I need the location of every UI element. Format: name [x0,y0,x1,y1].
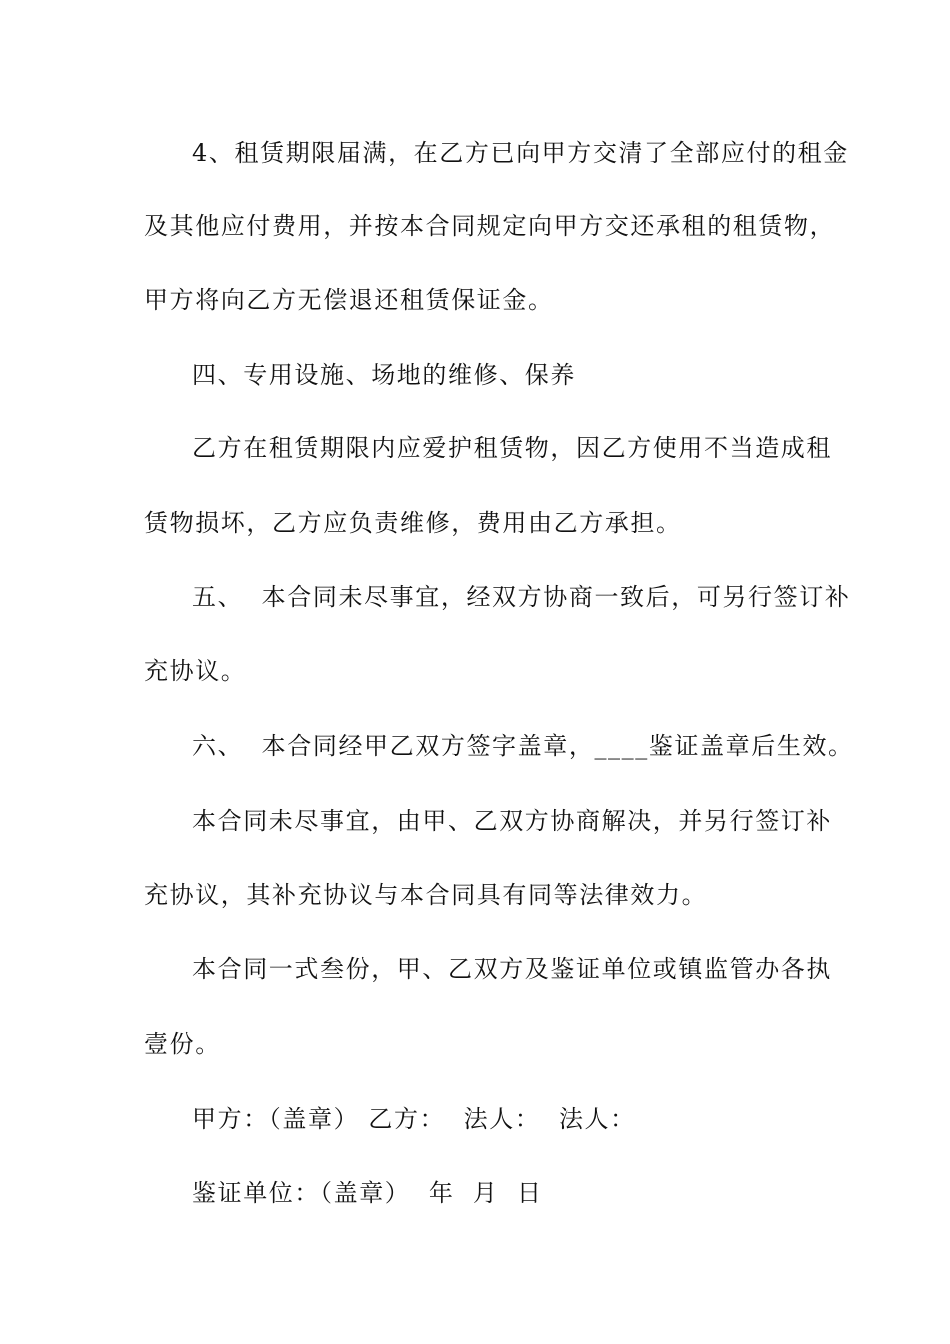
text-line: 本合同未尽事宜，由甲、乙双方协商解决，并另行签订补 [192,807,832,835]
text-line: 本合同一式叁份，甲、乙双方及鉴证单位或镇监管办各执 [192,955,832,983]
text-line: 甲方将向乙方无偿退还租赁保证金。 [144,286,554,314]
text-line: 乙方在租赁期限内应爱护租赁物，因乙方使用不当造成租 [192,434,832,462]
text-line: 充协议。 [144,657,247,685]
text-line: 五、 本合同未尽事宜，经双方协商一致后，可另行签订补 [192,583,851,611]
text-line: 赁物损坏，乙方应负责维修，费用由乙方承担。 [144,509,682,537]
text-line: 壹份。 [144,1030,221,1058]
certification-line: 鉴证单位：（盖章） 年 月 日 [192,1179,543,1207]
signature-line: 甲方：（盖章） 乙方： 法人： 法人： [192,1105,636,1133]
text-line: 及其他应付费用，并按本合同规定向甲方交还承租的租赁物， [144,212,836,240]
section-heading: 四、专用设施、场地的维修、保养 [192,361,576,389]
text-line: 六、 本合同经甲乙双方签字盖章，____鉴证盖章后生效。 [192,732,854,760]
text-line: 充协议，其补充协议与本合同具有同等法律效力。 [144,881,708,909]
text-line: 4、租赁期限届满，在乙方已向甲方交清了全部应付的租金 [192,139,849,167]
